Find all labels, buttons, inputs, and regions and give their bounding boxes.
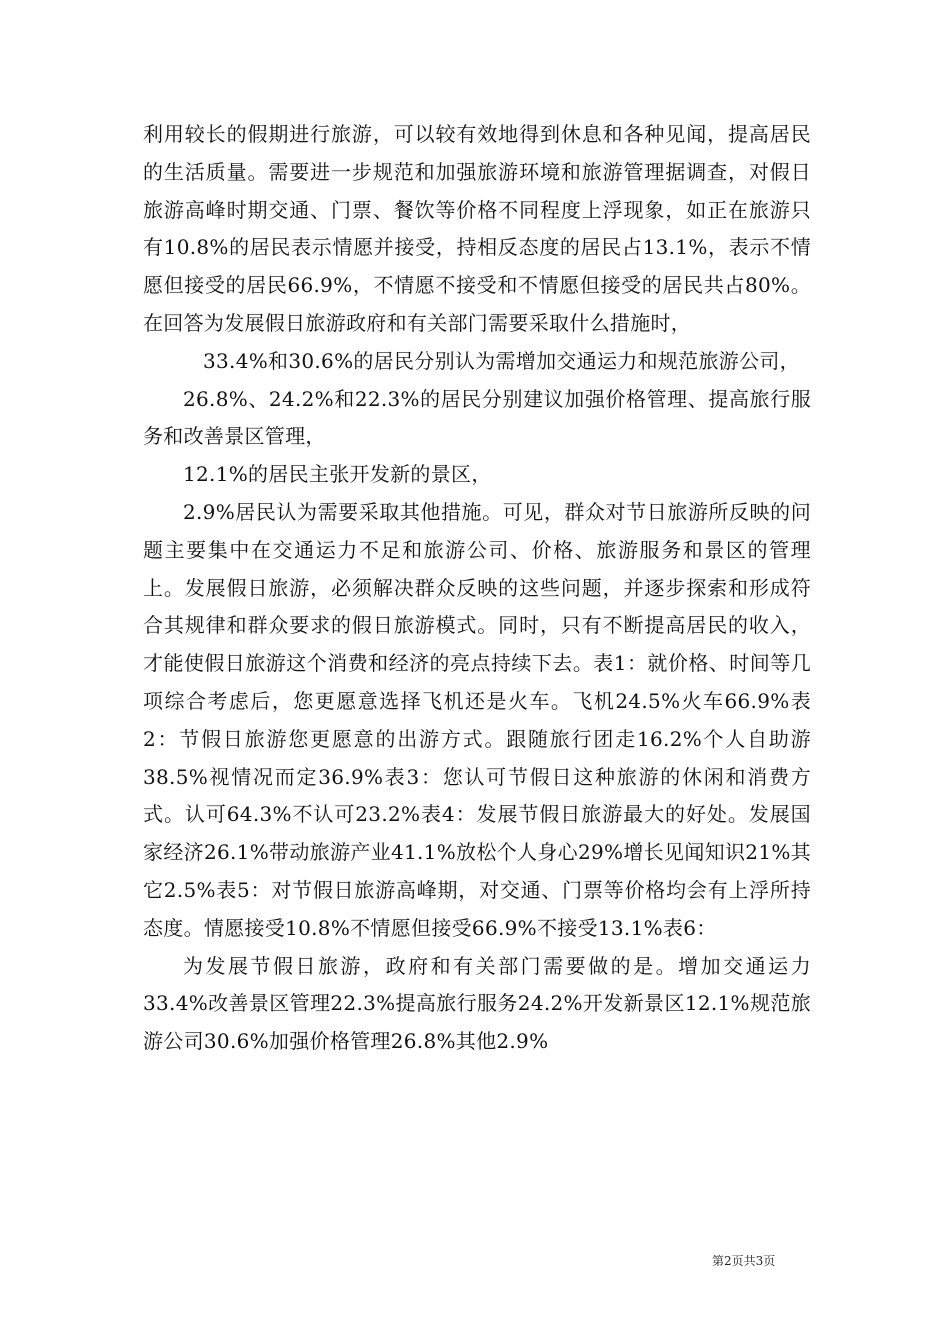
document-body [143,116,811,1061]
paragraph-conclusion-tables: 2.9%居民认为需要采取其他措施。可见，群众对节日旅游所反映的问题主要集中在交通运力不足和旅游公司、价格、旅游服务和景区的管理上。发展假日旅游，必须解决群众反映的这些问题，并逐步探索和形成符合其规律和群众要求的假日旅游模式。同时，只有不断提高居民的收入，才能使假日旅游这个消费和经济的亮点持续下去。表1：就价格、时间等几项综合考虑后，您更愿意选择飞机还是火车。飞机24.5%火车66.9%表2：节假日旅游您更愿意的出游方式。跟随旅行团走16.2%个人自助游38.5%视情况而定36.9%表3：您认可节假日这种旅游的休闲和消费方式。认可64.3%不认可23.2%表4：发展节假日旅游最大的好处。发展国家经济26.1%带动旅游产业41.1%放松个人身心29%增长见闻知识21%其它2.5%表5：对节假日旅游高峰期，对交通、门票等价格均会有上浮所持态度。情愿接受10.8%不情愿但接受66.9%不接受13.1%表6： [143,499,811,940]
paragraph-table6: 为发展节假日旅游，政府和有关部门需要做的是。增加交通运力33.4%改善景区管理22.3%提高旅行服务24.2%开发新景区12.1%规范旅游公司30.6%加强价格管理26.8%其他2.9% [143,953,811,1054]
paragraph-new-scenic: 12.1%的居民主张开发新的景区， [183,462,492,487]
paragraph-intro: 利用较长的假期进行旅游，可以较有效地得到休息和各种见闻，提高居民的生活质量。需要进一步规范和加强旅游环境和旅游管理据调查，对假日旅游高峰时期交通、门票、餐饮等价格不同程度上浮现象，如正在旅游只有10.8%的居民表示情愿并接受，持相反态度的居民占13.1%，表示不情愿但接受的居民66.9%，不情愿不接受和不情愿但接受的居民共占80%。在回答为发展假日旅游政府和有关部门需要采取什么措施时， [143,122,811,335]
paragraph-transport: 33.4%和30.6%的居民分别认为需增加交通运力和规范旅游公司， [203,348,800,373]
page-number: 第2页共3页 [712,1254,776,1268]
paragraph-price-service: 26.8%、24.2%和22.3%的居民分别建议加强价格管理、提高旅行服务和改善景区管理， [143,386,811,449]
